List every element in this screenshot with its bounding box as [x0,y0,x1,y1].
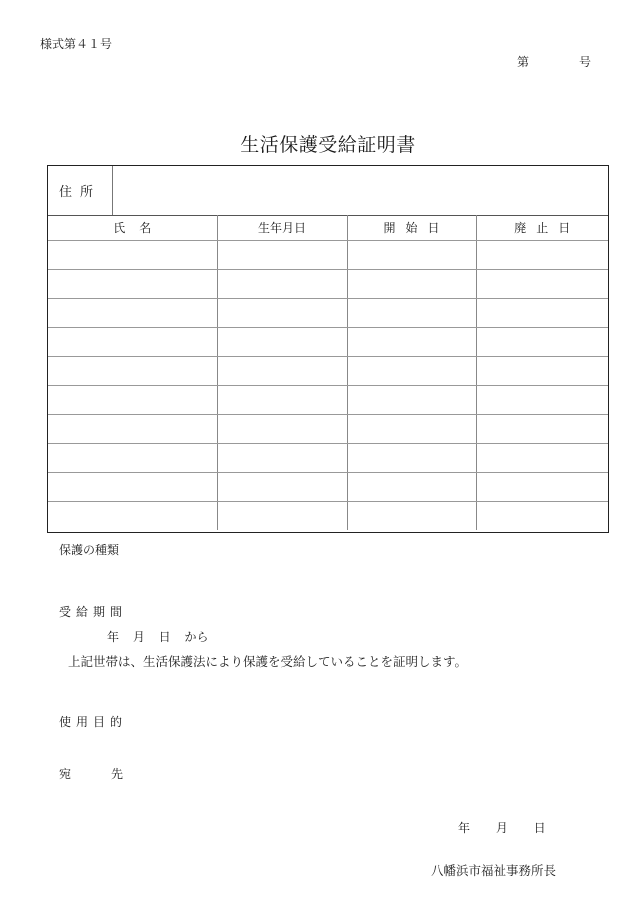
purpose-label: 使用目的 [59,715,128,729]
end-date-cell[interactable] [476,270,608,299]
name-cell[interactable] [48,270,217,299]
table-row [48,241,608,270]
issue-date: 年 月 日 [458,821,546,835]
start-date-cell[interactable] [347,241,476,270]
table-row [48,444,608,473]
column-header-start-date: 開始日 [347,215,476,241]
destination-label-2: 先 [111,767,124,781]
receipt-period-date: 年 月 日 から [107,630,209,644]
name-cell[interactable] [48,357,217,386]
table-row [48,328,608,357]
address-label: 住所 [48,166,113,215]
start-date-cell[interactable] [347,444,476,473]
start-date-cell[interactable] [347,328,476,357]
name-cell[interactable] [48,328,217,357]
form-number: 様式第４１号 [40,37,113,51]
document-title: 生活保護受給証明書 [240,134,416,156]
end-date-cell[interactable] [476,502,608,531]
end-date-cell[interactable] [476,299,608,328]
issue-number-prefix: 第 [517,55,530,69]
table-row [48,473,608,502]
start-date-cell[interactable] [347,473,476,502]
certification-text: 上記世帯は、生活保護法により保護を受給していることを証明します。 [68,654,468,669]
birthdate-cell[interactable] [217,241,347,270]
end-date-cell[interactable] [476,473,608,502]
end-date-cell[interactable] [476,386,608,415]
end-date-cell[interactable] [476,357,608,386]
table-row [48,299,608,328]
name-cell[interactable] [48,444,217,473]
household-table-box [47,165,609,533]
birthdate-cell[interactable] [217,386,347,415]
issuer-name: 八幡浜市福祉事務所長 [431,863,557,878]
name-cell[interactable] [48,299,217,328]
name-cell[interactable] [48,502,217,531]
end-date-cell[interactable] [476,328,608,357]
birthdate-cell[interactable] [217,299,347,328]
name-cell[interactable] [48,241,217,270]
address-field[interactable] [114,166,608,215]
start-date-cell[interactable] [347,357,476,386]
table-row [48,415,608,444]
birthdate-cell[interactable] [217,270,347,299]
table-header-row [48,215,608,241]
column-header-birthdate: 生年月日 [217,215,347,241]
birthdate-cell[interactable] [217,328,347,357]
member-table [48,215,608,530]
end-date-cell[interactable] [476,415,608,444]
table-row [48,502,608,531]
birthdate-cell[interactable] [217,415,347,444]
birthdate-cell[interactable] [217,444,347,473]
birthdate-cell[interactable] [217,473,347,502]
table-row [48,357,608,386]
start-date-cell[interactable] [347,299,476,328]
protection-type-label: 保護の種類 [59,543,120,557]
table-row [48,270,608,299]
column-header-end-date: 廃止日 [476,215,608,241]
destination-label-1: 宛 [59,767,72,781]
table-row [48,386,608,415]
destination-label [59,765,123,782]
start-date-cell[interactable] [347,386,476,415]
end-date-cell[interactable] [476,241,608,270]
issue-number-suffix: 号 [579,55,592,69]
receipt-period-label: 受給期間 [59,605,128,619]
name-cell[interactable] [48,386,217,415]
name-cell[interactable] [48,473,217,502]
birthdate-cell[interactable] [217,357,347,386]
name-cell[interactable] [48,415,217,444]
start-date-cell[interactable] [347,270,476,299]
address-row [48,166,608,216]
start-date-cell[interactable] [347,415,476,444]
column-header-name: 氏名 [48,215,217,241]
birthdate-cell[interactable] [217,502,347,531]
end-date-cell[interactable] [476,444,608,473]
start-date-cell[interactable] [347,502,476,531]
